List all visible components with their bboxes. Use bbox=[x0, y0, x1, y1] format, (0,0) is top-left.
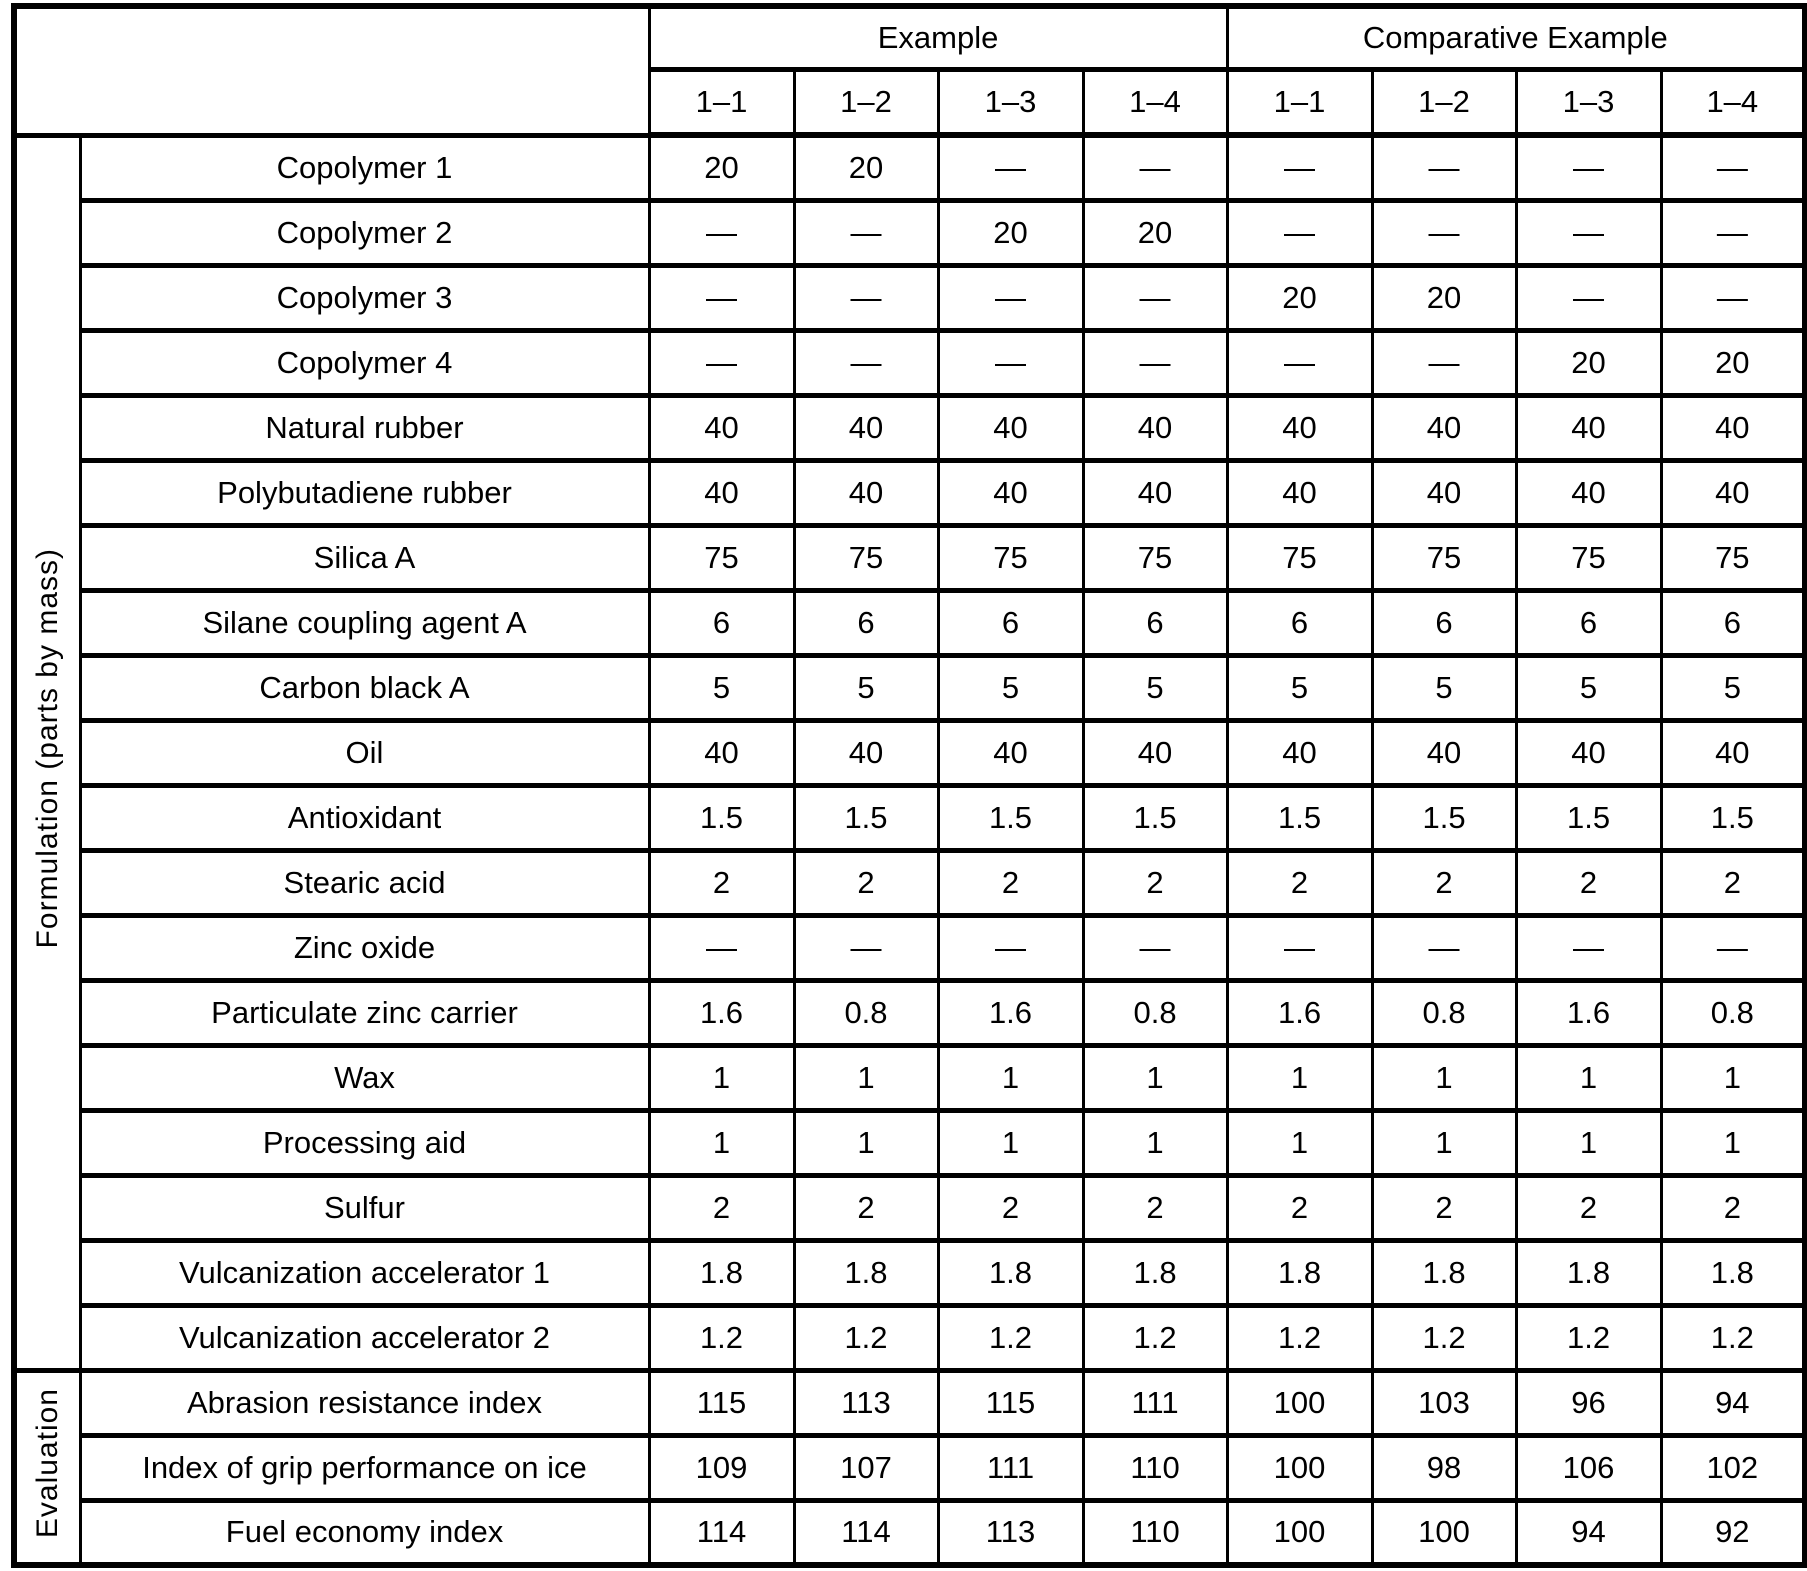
cell-value: — bbox=[1661, 915, 1805, 980]
cell-value: 107 bbox=[794, 1435, 938, 1500]
column-header-comparative-2: 1–2 bbox=[1372, 69, 1516, 135]
cell-value: 1 bbox=[794, 1110, 938, 1175]
cell-value: 2 bbox=[1516, 1175, 1661, 1240]
table-row bbox=[14, 1175, 1805, 1240]
cell-value: 1.2 bbox=[649, 1305, 794, 1370]
cell-value: 1.8 bbox=[649, 1240, 794, 1305]
cell-value: 6 bbox=[1372, 590, 1516, 655]
cell-value: 20 bbox=[649, 135, 794, 200]
cell-value: 20 bbox=[1083, 200, 1227, 265]
cell-value: 113 bbox=[794, 1370, 938, 1435]
cell-value: 1.8 bbox=[1661, 1240, 1805, 1305]
cell-value: 1.8 bbox=[1372, 1240, 1516, 1305]
cell-value: 75 bbox=[1083, 525, 1227, 590]
cell-value: 2 bbox=[1661, 1175, 1805, 1240]
column-header-example-1: 1–1 bbox=[649, 69, 794, 135]
cell-value: 1 bbox=[1083, 1045, 1227, 1110]
section-label-formulation bbox=[14, 135, 80, 1370]
cell-value: 110 bbox=[1083, 1435, 1227, 1500]
cell-value: 2 bbox=[1083, 1175, 1227, 1240]
cell-value: — bbox=[1083, 265, 1227, 330]
cell-value: 1.8 bbox=[1083, 1240, 1227, 1305]
cell-value: 75 bbox=[1661, 525, 1805, 590]
cell-value: 40 bbox=[1661, 395, 1805, 460]
cell-value: 40 bbox=[1083, 460, 1227, 525]
cell-value: — bbox=[1372, 135, 1516, 200]
row-label: Natural rubber bbox=[80, 395, 649, 460]
cell-value: — bbox=[1516, 265, 1661, 330]
cell-value: 1 bbox=[794, 1045, 938, 1110]
cell-value: — bbox=[1516, 200, 1661, 265]
table-row bbox=[14, 265, 1805, 330]
cell-value: 111 bbox=[1083, 1370, 1227, 1435]
cell-value: 1 bbox=[649, 1045, 794, 1110]
cell-value: — bbox=[794, 330, 938, 395]
cell-value: 1 bbox=[1083, 1110, 1227, 1175]
cell-value: 40 bbox=[938, 720, 1083, 785]
cell-value: 75 bbox=[1372, 525, 1516, 590]
cell-value: 2 bbox=[938, 850, 1083, 915]
cell-value: 6 bbox=[1661, 590, 1805, 655]
row-label: Wax bbox=[80, 1045, 649, 1110]
cell-value: 1.5 bbox=[1516, 785, 1661, 850]
cell-value: — bbox=[1372, 915, 1516, 980]
section-label-text: Evaluation bbox=[30, 1388, 64, 1539]
table-row bbox=[14, 655, 1805, 720]
comparative-group-header: Comparative Example bbox=[1227, 6, 1805, 69]
cell-value: 1.2 bbox=[1372, 1305, 1516, 1370]
cell-value: 5 bbox=[1227, 655, 1372, 720]
cell-value: 1.5 bbox=[1227, 785, 1372, 850]
cell-value: 1.2 bbox=[1227, 1305, 1372, 1370]
cell-value: 1.5 bbox=[938, 785, 1083, 850]
cell-value: 2 bbox=[1516, 850, 1661, 915]
cell-value: 1.2 bbox=[938, 1305, 1083, 1370]
row-label: Silica A bbox=[80, 525, 649, 590]
cell-value: 40 bbox=[794, 720, 938, 785]
cell-value: — bbox=[1516, 135, 1661, 200]
row-label: Copolymer 2 bbox=[80, 200, 649, 265]
table-row bbox=[14, 850, 1805, 915]
cell-value: 2 bbox=[938, 1175, 1083, 1240]
table-row bbox=[14, 1045, 1805, 1110]
cell-value: 5 bbox=[1372, 655, 1516, 720]
row-label: Silane coupling agent A bbox=[80, 590, 649, 655]
row-label: Copolymer 3 bbox=[80, 265, 649, 330]
cell-value: 109 bbox=[649, 1435, 794, 1500]
cell-value: — bbox=[1516, 915, 1661, 980]
row-label: Zinc oxide bbox=[80, 915, 649, 980]
table-row bbox=[14, 980, 1805, 1045]
cell-value: 6 bbox=[649, 590, 794, 655]
cell-value: 2 bbox=[1661, 850, 1805, 915]
cell-value: 40 bbox=[1227, 395, 1372, 460]
table-row bbox=[14, 590, 1805, 655]
cell-value: — bbox=[938, 265, 1083, 330]
cell-value: 2 bbox=[649, 1175, 794, 1240]
cell-value: 1 bbox=[938, 1110, 1083, 1175]
row-label: Stearic acid bbox=[80, 850, 649, 915]
cell-value: 6 bbox=[1083, 590, 1227, 655]
cell-value: 5 bbox=[649, 655, 794, 720]
cell-value: 1.8 bbox=[1516, 1240, 1661, 1305]
row-label: Copolymer 1 bbox=[80, 135, 649, 200]
table-row bbox=[14, 1500, 1805, 1565]
cell-value: 115 bbox=[938, 1370, 1083, 1435]
cell-value: 1.5 bbox=[1372, 785, 1516, 850]
cell-value: 40 bbox=[938, 460, 1083, 525]
cell-value: 40 bbox=[1516, 460, 1661, 525]
cell-value: — bbox=[938, 915, 1083, 980]
cell-value: 1 bbox=[1661, 1045, 1805, 1110]
table-row bbox=[14, 1370, 1805, 1435]
cell-value: 1.5 bbox=[1083, 785, 1227, 850]
cell-value: 110 bbox=[1083, 1500, 1227, 1565]
cell-value: 6 bbox=[1516, 590, 1661, 655]
cell-value: 75 bbox=[794, 525, 938, 590]
group-header-row bbox=[14, 6, 1805, 69]
cell-value: — bbox=[1083, 915, 1227, 980]
cell-value: 40 bbox=[1227, 720, 1372, 785]
cell-value: 1.6 bbox=[649, 980, 794, 1045]
cell-value: 40 bbox=[649, 395, 794, 460]
cell-value: 40 bbox=[1516, 720, 1661, 785]
cell-value: 5 bbox=[938, 655, 1083, 720]
cell-value: 113 bbox=[938, 1500, 1083, 1565]
cell-value: — bbox=[1227, 330, 1372, 395]
cell-value: — bbox=[1661, 265, 1805, 330]
table-row bbox=[14, 135, 1805, 200]
cell-value: 75 bbox=[1516, 525, 1661, 590]
table-row bbox=[14, 1435, 1805, 1500]
cell-value: 6 bbox=[938, 590, 1083, 655]
cell-value: — bbox=[1227, 135, 1372, 200]
cell-value: 100 bbox=[1227, 1370, 1372, 1435]
cell-value: 20 bbox=[938, 200, 1083, 265]
cell-value: 1.2 bbox=[794, 1305, 938, 1370]
cell-value: 40 bbox=[1372, 720, 1516, 785]
table-row bbox=[14, 460, 1805, 525]
cell-value: 40 bbox=[1661, 720, 1805, 785]
cell-value: 1.5 bbox=[1661, 785, 1805, 850]
cell-value: 1.6 bbox=[938, 980, 1083, 1045]
cell-value: — bbox=[1227, 915, 1372, 980]
row-label: Carbon black A bbox=[80, 655, 649, 720]
column-header-comparative-4: 1–4 bbox=[1661, 69, 1805, 135]
cell-value: 1.5 bbox=[794, 785, 938, 850]
cell-value: 2 bbox=[1227, 1175, 1372, 1240]
cell-value: 40 bbox=[1661, 460, 1805, 525]
cell-value: 20 bbox=[1661, 330, 1805, 395]
cell-value: 5 bbox=[1516, 655, 1661, 720]
column-header-example-2: 1–2 bbox=[794, 69, 938, 135]
cell-value: 114 bbox=[794, 1500, 938, 1565]
table-row bbox=[14, 785, 1805, 850]
cell-value: 40 bbox=[794, 395, 938, 460]
row-label: Abrasion resistance index bbox=[80, 1370, 649, 1435]
cell-value: 1.8 bbox=[794, 1240, 938, 1305]
cell-value: 0.8 bbox=[1661, 980, 1805, 1045]
cell-value: — bbox=[938, 330, 1083, 395]
cell-value: — bbox=[1372, 200, 1516, 265]
cell-value: — bbox=[794, 915, 938, 980]
cell-value: 20 bbox=[1372, 265, 1516, 330]
cell-value: 98 bbox=[1372, 1435, 1516, 1500]
cell-value: 20 bbox=[1516, 330, 1661, 395]
cell-value: 2 bbox=[1372, 1175, 1516, 1240]
cell-value: 40 bbox=[649, 720, 794, 785]
formulation-table bbox=[11, 3, 1807, 1568]
section-label-text: Formulation (parts by mass) bbox=[30, 548, 64, 949]
row-label: Polybutadiene rubber bbox=[80, 460, 649, 525]
section-label-evaluation bbox=[14, 1370, 80, 1565]
cell-value: 6 bbox=[1227, 590, 1372, 655]
row-label: Antioxidant bbox=[80, 785, 649, 850]
cell-value: 92 bbox=[1661, 1500, 1805, 1565]
cell-value: 40 bbox=[649, 460, 794, 525]
cell-value: — bbox=[794, 265, 938, 330]
table-row bbox=[14, 1305, 1805, 1370]
table-row bbox=[14, 200, 1805, 265]
cell-value: — bbox=[1661, 200, 1805, 265]
corner-cell bbox=[14, 6, 649, 135]
cell-value: — bbox=[794, 200, 938, 265]
cell-value: 40 bbox=[794, 460, 938, 525]
cell-value: — bbox=[649, 200, 794, 265]
cell-value: 114 bbox=[649, 1500, 794, 1565]
cell-value: 2 bbox=[794, 850, 938, 915]
cell-value: 1.2 bbox=[1661, 1305, 1805, 1370]
row-label: Index of grip performance on ice bbox=[80, 1435, 649, 1500]
example-group-header: Example bbox=[649, 6, 1227, 69]
cell-value: 75 bbox=[1227, 525, 1372, 590]
cell-value: 1.2 bbox=[1083, 1305, 1227, 1370]
cell-value: 5 bbox=[1083, 655, 1227, 720]
cell-value: 1.2 bbox=[1516, 1305, 1661, 1370]
cell-value: — bbox=[1372, 330, 1516, 395]
cell-value: 1 bbox=[1661, 1110, 1805, 1175]
cell-value: 1 bbox=[1516, 1110, 1661, 1175]
cell-value: 1 bbox=[649, 1110, 794, 1175]
row-label: Particulate zinc carrier bbox=[80, 980, 649, 1045]
column-header-comparative-3: 1–3 bbox=[1516, 69, 1661, 135]
cell-value: 1 bbox=[938, 1045, 1083, 1110]
cell-value: 1 bbox=[1372, 1110, 1516, 1175]
cell-value: 100 bbox=[1372, 1500, 1516, 1565]
cell-value: — bbox=[649, 265, 794, 330]
cell-value: 100 bbox=[1227, 1500, 1372, 1565]
cell-value: 102 bbox=[1661, 1435, 1805, 1500]
cell-value: — bbox=[938, 135, 1083, 200]
cell-value: — bbox=[649, 915, 794, 980]
row-label: Processing aid bbox=[80, 1110, 649, 1175]
column-header-example-3: 1–3 bbox=[938, 69, 1083, 135]
table-row bbox=[14, 525, 1805, 590]
cell-value: — bbox=[1227, 200, 1372, 265]
cell-value: 40 bbox=[938, 395, 1083, 460]
cell-value: 5 bbox=[1661, 655, 1805, 720]
cell-value: — bbox=[1083, 135, 1227, 200]
row-label: Fuel economy index bbox=[80, 1500, 649, 1565]
cell-value: 2 bbox=[649, 850, 794, 915]
column-header-example-4: 1–4 bbox=[1083, 69, 1227, 135]
table-row bbox=[14, 330, 1805, 395]
cell-value: 1 bbox=[1516, 1045, 1661, 1110]
cell-value: 1.8 bbox=[1227, 1240, 1372, 1305]
table-row bbox=[14, 1110, 1805, 1175]
table-row bbox=[14, 720, 1805, 785]
cell-value: 40 bbox=[1372, 460, 1516, 525]
cell-value: 40 bbox=[1083, 720, 1227, 785]
cell-value: 1 bbox=[1372, 1045, 1516, 1110]
cell-value: 75 bbox=[649, 525, 794, 590]
table-row bbox=[14, 915, 1805, 980]
cell-value: 2 bbox=[1083, 850, 1227, 915]
cell-value: 2 bbox=[1227, 850, 1372, 915]
row-label: Oil bbox=[80, 720, 649, 785]
cell-value: 1 bbox=[1227, 1045, 1372, 1110]
cell-value: 1.6 bbox=[1227, 980, 1372, 1045]
row-label: Copolymer 4 bbox=[80, 330, 649, 395]
cell-value: 2 bbox=[1372, 850, 1516, 915]
cell-value: 94 bbox=[1516, 1500, 1661, 1565]
cell-value: 6 bbox=[794, 590, 938, 655]
cell-value: 20 bbox=[1227, 265, 1372, 330]
cell-value: 1.8 bbox=[938, 1240, 1083, 1305]
table-header bbox=[14, 6, 1805, 135]
cell-value: 115 bbox=[649, 1370, 794, 1435]
cell-value: 106 bbox=[1516, 1435, 1661, 1500]
cell-value: 0.8 bbox=[1372, 980, 1516, 1045]
cell-value: 75 bbox=[938, 525, 1083, 590]
cell-value: 103 bbox=[1372, 1370, 1516, 1435]
cell-value: 5 bbox=[794, 655, 938, 720]
cell-value: — bbox=[1661, 135, 1805, 200]
cell-value: 111 bbox=[938, 1435, 1083, 1500]
row-label: Sulfur bbox=[80, 1175, 649, 1240]
cell-value: 40 bbox=[1516, 395, 1661, 460]
table-row bbox=[14, 395, 1805, 460]
row-label: Vulcanization accelerator 2 bbox=[80, 1305, 649, 1370]
cell-value: 40 bbox=[1372, 395, 1516, 460]
cell-value: — bbox=[649, 330, 794, 395]
cell-value: 40 bbox=[1227, 460, 1372, 525]
cell-value: 96 bbox=[1516, 1370, 1661, 1435]
cell-value: 2 bbox=[794, 1175, 938, 1240]
cell-value: 100 bbox=[1227, 1435, 1372, 1500]
cell-value: — bbox=[1083, 330, 1227, 395]
column-header-comparative-1: 1–1 bbox=[1227, 69, 1372, 135]
cell-value: 1 bbox=[1227, 1110, 1372, 1175]
cell-value: 20 bbox=[794, 135, 938, 200]
table-body bbox=[14, 135, 1805, 1565]
cell-value: 1.5 bbox=[649, 785, 794, 850]
cell-value: 0.8 bbox=[794, 980, 938, 1045]
cell-value: 94 bbox=[1661, 1370, 1805, 1435]
cell-value: 0.8 bbox=[1083, 980, 1227, 1045]
table-row bbox=[14, 1240, 1805, 1305]
cell-value: 40 bbox=[1083, 395, 1227, 460]
row-label: Vulcanization accelerator 1 bbox=[80, 1240, 649, 1305]
cell-value: 1.6 bbox=[1516, 980, 1661, 1045]
